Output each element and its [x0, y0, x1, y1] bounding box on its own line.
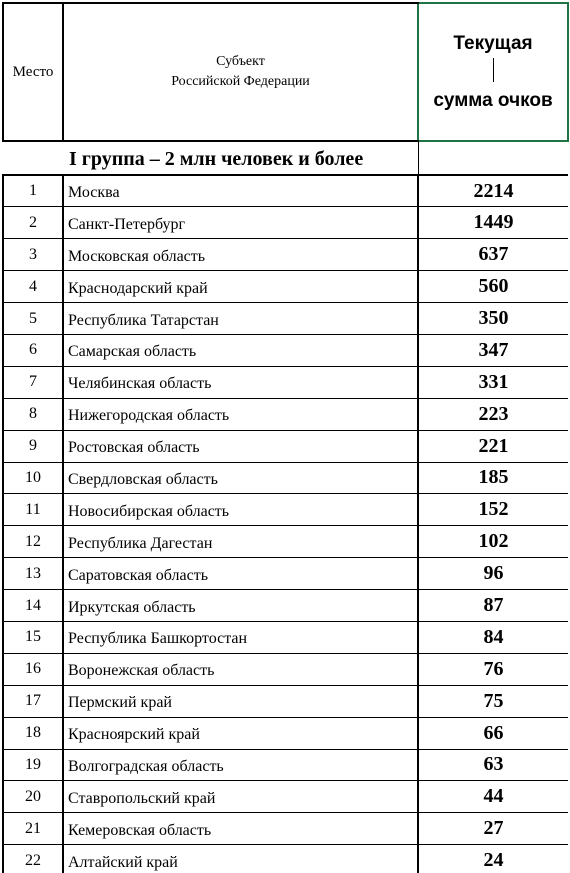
- place-cell[interactable]: [3, 749, 63, 781]
- place-cell[interactable]: [3, 334, 63, 366]
- score-cell[interactable]: [418, 430, 568, 462]
- place-cell-value: 19: [25, 755, 41, 773]
- table-row: [3, 271, 568, 303]
- score-cell-value: 66: [483, 721, 504, 744]
- score-cell-value: 1449: [473, 211, 514, 234]
- score-cell[interactable]: [418, 749, 568, 781]
- table-row: [3, 717, 568, 749]
- subject-cell[interactable]: [63, 781, 418, 813]
- score-cell[interactable]: [418, 621, 568, 653]
- place-cell-value: 21: [25, 819, 41, 837]
- place-cell[interactable]: [3, 239, 63, 271]
- subject-cell[interactable]: [63, 749, 418, 781]
- table-row: [3, 558, 568, 590]
- place-cell[interactable]: [3, 366, 63, 398]
- score-cell-value: 24: [483, 849, 504, 872]
- place-cell[interactable]: [3, 653, 63, 685]
- score-cell-value: 331: [478, 370, 509, 393]
- place-cell-value: 20: [25, 787, 41, 805]
- table-row: [3, 813, 568, 845]
- score-cell[interactable]: [418, 239, 568, 271]
- subject-cell-value: Республика Татарстан: [68, 311, 219, 329]
- subject-cell[interactable]: [63, 590, 418, 622]
- table-row: [3, 175, 568, 207]
- subject-cell-value: Московская область: [68, 247, 206, 265]
- score-cell[interactable]: [418, 207, 568, 239]
- score-cell[interactable]: [418, 781, 568, 813]
- subject-cell[interactable]: [63, 239, 418, 271]
- score-cell[interactable]: [418, 366, 568, 398]
- subject-cell-value: Республика Дагестан: [68, 534, 213, 552]
- group-title: I группа – 2 млн человек и более: [69, 148, 364, 170]
- score-cell-value: 84: [483, 625, 504, 648]
- table-row: [3, 526, 568, 558]
- place-cell-value: 22: [25, 851, 41, 869]
- place-cell-value: 8: [29, 405, 37, 423]
- place-cell[interactable]: [3, 717, 63, 749]
- place-cell[interactable]: [3, 558, 63, 590]
- subject-cell[interactable]: [63, 813, 418, 845]
- score-cell-value: 560: [478, 275, 509, 298]
- score-cell[interactable]: [418, 334, 568, 366]
- place-cell[interactable]: [3, 207, 63, 239]
- table-row: [3, 366, 568, 398]
- score-cell-value: 347: [478, 338, 509, 361]
- place-cell[interactable]: [3, 271, 63, 303]
- table-row: [3, 494, 568, 526]
- subject-cell-value: Воронежская область: [68, 662, 215, 680]
- subject-cell-value: Свердловская область: [68, 470, 218, 488]
- place-cell-value: 10: [25, 468, 41, 486]
- score-cell-value: 185: [478, 466, 509, 489]
- place-cell-value: 16: [25, 660, 41, 678]
- subject-cell[interactable]: [63, 685, 418, 717]
- subject-cell[interactable]: [63, 303, 418, 335]
- place-cell-value: 4: [29, 277, 37, 295]
- subject-cell-value: Республика Башкортостан: [68, 630, 248, 648]
- subject-cell[interactable]: [63, 175, 418, 207]
- subject-cell-value: Краснодарский край: [68, 279, 208, 297]
- place-cell-value: 17: [25, 692, 41, 710]
- place-cell[interactable]: [3, 430, 63, 462]
- place-cell[interactable]: [3, 845, 63, 873]
- subject-cell-value: Новосибирская область: [68, 502, 230, 520]
- group-title-cell[interactable]: [63, 141, 418, 175]
- place-cell[interactable]: [3, 398, 63, 430]
- place-cell-value: 5: [29, 309, 37, 327]
- group-empty-cell[interactable]: [3, 141, 63, 175]
- subject-cell[interactable]: [63, 526, 418, 558]
- place-cell[interactable]: [3, 175, 63, 207]
- place-cell-value: 18: [25, 724, 41, 742]
- score-cell-value: 102: [478, 530, 509, 553]
- subject-cell-value: Ставропольский край: [68, 789, 216, 807]
- subject-cell[interactable]: [63, 430, 418, 462]
- score-cell-value: 87: [483, 594, 504, 617]
- score-cell[interactable]: [418, 271, 568, 303]
- header-row: [3, 3, 568, 141]
- table-row: [3, 303, 568, 335]
- score-cell-value: 223: [478, 402, 509, 425]
- subject-cell-value: Самарская область: [68, 343, 197, 361]
- score-cell[interactable]: [418, 462, 568, 494]
- place-cell-value: 13: [25, 564, 41, 582]
- header-place-label: Место: [12, 63, 54, 80]
- score-cell[interactable]: [418, 685, 568, 717]
- header-score-line1: Текущая: [453, 32, 533, 54]
- table-row: [3, 590, 568, 622]
- place-cell[interactable]: [3, 781, 63, 813]
- score-cell-value: 350: [478, 307, 509, 329]
- place-cell[interactable]: [3, 303, 63, 335]
- score-cell-value: 152: [478, 498, 509, 521]
- score-cell-value: 2214: [473, 179, 514, 202]
- table-row: [3, 239, 568, 271]
- group-score-empty-cell[interactable]: [418, 141, 568, 175]
- score-cell-value: 75: [483, 689, 504, 712]
- score-cell[interactable]: [418, 558, 568, 590]
- subject-cell-value: Кемеровская область: [68, 821, 212, 839]
- subject-cell-value: Москва: [68, 184, 120, 202]
- table-row: [3, 781, 568, 813]
- score-cell-value: 221: [478, 434, 509, 457]
- header-subject-cell[interactable]: [63, 3, 418, 141]
- subject-cell[interactable]: [63, 653, 418, 685]
- place-cell-value: 3: [29, 245, 37, 263]
- header-subject-line1: Субъект: [216, 54, 265, 69]
- table-row: [3, 749, 568, 781]
- place-cell-value: 7: [29, 373, 37, 391]
- place-cell-value: 11: [25, 500, 41, 518]
- place-cell-value: 9: [29, 437, 37, 455]
- subject-cell-value: Алтайский край: [68, 853, 178, 871]
- header-score-line2: сумма очков: [433, 89, 553, 111]
- header-place-cell[interactable]: [3, 3, 63, 141]
- header-subject-line2: Российской Федерации: [171, 74, 310, 89]
- table-row: [3, 398, 568, 430]
- table-row: [3, 621, 568, 653]
- subject-cell-value: Челябинская область: [68, 375, 212, 393]
- place-cell[interactable]: [3, 621, 63, 653]
- score-cell-value: 96: [483, 562, 504, 585]
- table-row: [3, 430, 568, 462]
- subject-cell[interactable]: [63, 558, 418, 590]
- subject-cell-value: Ростовская область: [68, 439, 200, 457]
- place-cell-value: 2: [29, 213, 37, 231]
- score-cell-value: 76: [483, 657, 504, 680]
- subject-cell[interactable]: [63, 207, 418, 239]
- subject-cell[interactable]: [63, 462, 418, 494]
- subject-cell[interactable]: [63, 717, 418, 749]
- subject-cell-value: Иркутская область: [68, 598, 196, 616]
- subject-cell[interactable]: [63, 494, 418, 526]
- place-cell[interactable]: [3, 526, 63, 558]
- score-cell-value: 44: [483, 785, 504, 808]
- score-cell-value: 27: [483, 817, 504, 840]
- text-cursor: [493, 58, 494, 82]
- subject-cell[interactable]: [63, 366, 418, 398]
- table-row: [3, 653, 568, 685]
- subject-cell-value: Санкт-Петербург: [68, 215, 186, 233]
- score-cell[interactable]: [418, 717, 568, 749]
- subject-cell-value: Нижегородская область: [68, 407, 230, 425]
- score-cell-value: 637: [478, 243, 509, 266]
- subject-cell-value: Саратовская область: [68, 566, 209, 584]
- subject-cell[interactable]: [63, 334, 418, 366]
- subject-cell[interactable]: [63, 845, 418, 873]
- score-cell[interactable]: [418, 813, 568, 845]
- place-cell[interactable]: [3, 590, 63, 622]
- group-row: [3, 141, 568, 175]
- score-cell-value: 63: [483, 753, 504, 776]
- ranking-table: [2, 2, 569, 873]
- place-cell-value: 14: [25, 596, 41, 614]
- table-row: [3, 685, 568, 717]
- score-cell[interactable]: [418, 303, 568, 335]
- table-row: [3, 207, 568, 239]
- place-cell[interactable]: [3, 685, 63, 717]
- table-row: [3, 462, 568, 494]
- score-cell[interactable]: [418, 653, 568, 685]
- score-cell[interactable]: [418, 175, 568, 207]
- table-row: [3, 334, 568, 366]
- subject-cell[interactable]: [63, 398, 418, 430]
- place-cell-value: 1: [29, 182, 37, 200]
- subject-cell-value: Пермский край: [68, 694, 172, 712]
- place-cell[interactable]: [3, 462, 63, 494]
- subject-cell-value: Красноярский край: [68, 726, 200, 744]
- subject-cell[interactable]: [63, 621, 418, 653]
- score-cell[interactable]: [418, 494, 568, 526]
- header-score-cell-selected[interactable]: [418, 3, 568, 141]
- score-cell[interactable]: [418, 398, 568, 430]
- place-cell-value: 12: [25, 532, 41, 550]
- score-cell[interactable]: [418, 526, 568, 558]
- place-cell-value: 6: [29, 341, 37, 359]
- subject-cell-value: Волгоградская область: [68, 757, 224, 775]
- table-body: [3, 141, 568, 873]
- place-cell[interactable]: [3, 813, 63, 845]
- subject-cell[interactable]: [63, 271, 418, 303]
- score-cell[interactable]: [418, 590, 568, 622]
- place-cell-value: 15: [25, 628, 41, 646]
- place-cell[interactable]: [3, 494, 63, 526]
- table-row: [3, 845, 568, 873]
- score-cell[interactable]: [418, 845, 568, 873]
